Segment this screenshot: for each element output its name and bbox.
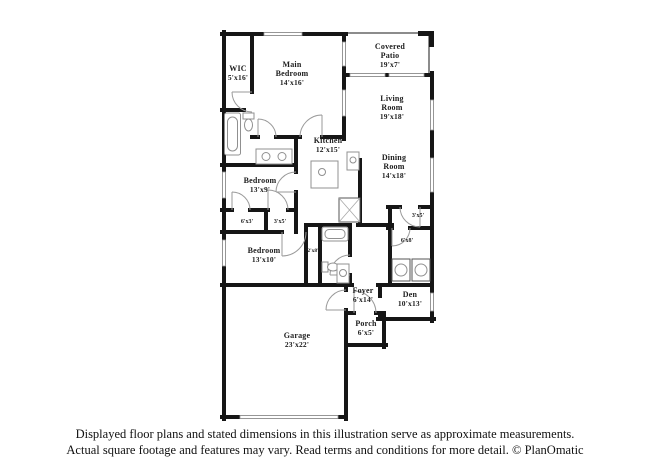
disclaimer	[66, 427, 584, 457]
label-foyer-dims: 6'x14'	[352, 295, 374, 304]
label-closet-4: 3'x5'	[411, 213, 425, 219]
label-covered-patio-line2: Patio	[380, 51, 400, 60]
label-garage-name: Garage	[283, 331, 311, 340]
label-porch-name: Porch	[355, 319, 377, 328]
disclaimer-line-1: Displayed floor plans and stated dimensions in this illustration serve as approximate measurements.	[75, 427, 575, 441]
bathtub-main	[225, 113, 241, 155]
vanity-main	[256, 149, 292, 164]
label-bedroom-3-name: Bedroom	[247, 246, 281, 255]
walls	[222, 32, 434, 419]
label-porch-dims: 6'x5'	[357, 328, 375, 337]
label-bedroom-2-name: Bedroom	[243, 176, 277, 185]
range	[339, 198, 360, 222]
label-living-room-line1: Living	[380, 94, 404, 103]
label-kitchen-dims: 12'x15'	[315, 145, 341, 154]
bathtub-2	[322, 227, 348, 241]
label-main-bedroom-line1: Main	[282, 60, 302, 69]
garage-door	[240, 416, 338, 419]
vanity-2	[337, 264, 349, 283]
toilet-2	[322, 262, 339, 272]
toilet-main	[243, 113, 254, 131]
label-closet-1: 6'x3'	[240, 219, 254, 225]
label-dining-room-line1: Dining	[381, 153, 407, 162]
label-main-bedroom-dims: 14'x16'	[279, 78, 305, 87]
label-bedroom-2-dims: 13'x9'	[249, 185, 271, 194]
label-dining-room-dims: 14'x18'	[381, 171, 407, 180]
label-living-room-dims: 19'x18'	[379, 112, 405, 121]
label-garage-dims: 23'x22'	[284, 340, 310, 349]
label-den-name: Den	[402, 290, 418, 299]
kitchen-sink	[347, 152, 359, 170]
label-main-bedroom-line2: Bedroom	[275, 69, 309, 78]
label-dining-room-line2: Room	[383, 162, 405, 171]
label-closet-3: 2'x8'	[307, 248, 319, 254]
label-utility: 6'x8'	[400, 238, 414, 244]
label-bedroom-3-dims: 13'x10'	[251, 255, 277, 264]
label-den-dims: 10'x13'	[397, 299, 423, 308]
kitchen-island	[311, 161, 338, 188]
label-living-room-line2: Room	[381, 103, 403, 112]
label-closet-2: 3'x5'	[273, 219, 287, 225]
label-foyer-name: Foyer	[352, 286, 374, 295]
label-covered-patio-dims: 19'x7'	[379, 60, 401, 69]
washer	[392, 259, 410, 281]
disclaimer-line-2: Actual square footage and features may vary. Read terms and conditions for more detail. © PlanOmatic	[66, 443, 584, 457]
label-covered-patio-line1: Covered	[374, 42, 406, 51]
label-wic-dims: 5'x16'	[227, 73, 249, 82]
label-kitchen-name: Kitchen	[313, 136, 343, 145]
dryer	[412, 259, 430, 281]
label-wic-name: WIC	[229, 64, 247, 73]
room-labels	[228, 42, 425, 349]
